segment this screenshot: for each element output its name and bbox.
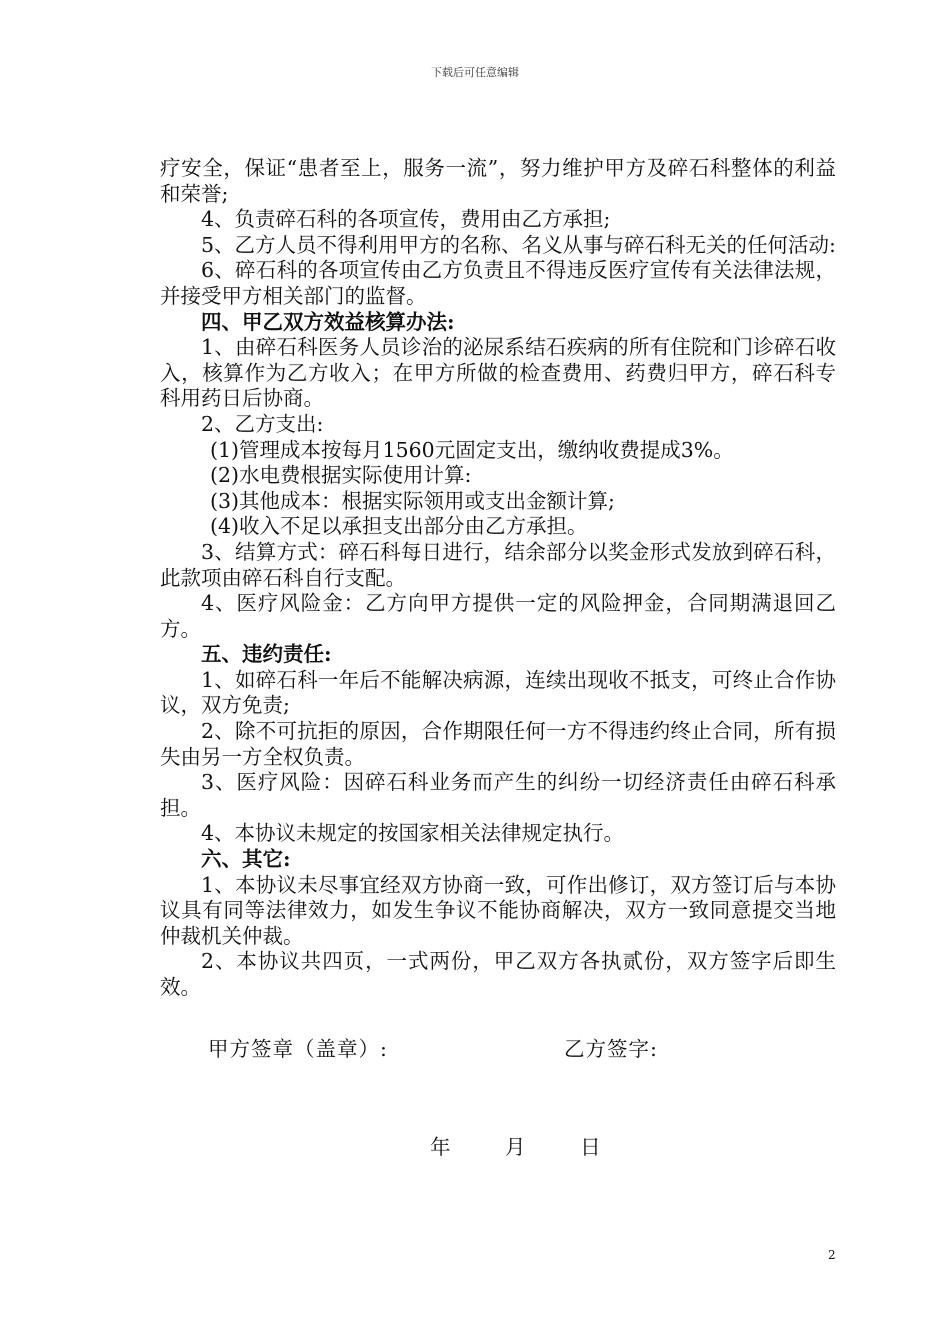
clause-4-2: 2、乙方支出: xyxy=(201,411,324,436)
party-a-signature-label: 甲方签章（盖章）: xyxy=(208,1037,388,1061)
paragraph-continuation: 疗安全，保证“患者至上，服务一流”，努力维护甲方及碎石科整体的利益和荣誉; xyxy=(160,156,836,206)
clause-6-2: 2、本协议共四页，一式两份，甲乙双方各执贰份，双方签字后即生效。 xyxy=(160,949,836,999)
date-day-label: 日 xyxy=(580,1135,601,1159)
document-body xyxy=(160,156,836,1001)
clause-5-4: 4、本协议未规定的按国家相关法律规定执行。 xyxy=(201,821,625,846)
clause-5-1: 1、如碎石科一年后不能解决病源，连续出现收不抵支，可终止合作协议，双方免责; xyxy=(160,667,836,718)
clause-4-2-item-1: (1)管理成本按每月1560元固定支出，缴纳收费提成3%。 xyxy=(210,437,734,462)
clause-5-2: 2、除不可抗拒的原因，合作期限任何一方不得违约终止合同，所有损失由另一方全权负责。 xyxy=(160,719,836,769)
clause-4-4: 4、医疗风险金：乙方向甲方提供一定的风险押金，合同期满退回乙方。 xyxy=(160,591,836,641)
clause-3-4: 4、负责碎石科的各项宣传，费用由乙方承担; xyxy=(201,207,611,232)
clause-4-2-item-4: (4)收入不足以承担支出部分由乙方承担。 xyxy=(210,514,588,539)
date-month-label: 月 xyxy=(505,1135,526,1159)
date-line xyxy=(430,1130,649,1160)
clause-4-2-item-3: (3)其他成本：根据实际领用或支出金额计算; xyxy=(210,488,615,513)
clause-3-5: 5、乙方人员不得利用甲方的名称、名义从事与碎石科无关的任何活动: xyxy=(201,232,836,257)
clause-3-6: 6、碎石科的各项宣传由乙方负责且不得违反医疗宣传有关法律法规，并接受甲方相关部门的监督。 xyxy=(160,258,836,308)
clause-5-3: 3、医疗风险：因碎石科业务而产生的纠纷一切经济责任由碎石科承担。 xyxy=(160,770,836,820)
party-b-signature-label: 乙方签字: xyxy=(564,1037,658,1061)
clause-4-1: 1、由碎石科医务人员诊治的泌尿系结石疾病的所有住院和门诊碎石收入，核算作为乙方收入；在甲方所做的检查费用、药费归甲方，碎石科专科用药日后协商。 xyxy=(160,335,836,411)
clause-6-1: 1、本协议未尽事宜经双方协商一致，可作出修订，双方签订后与本协议具有同等法律效力，如发生争议不能协商解决，双方一致同意提交当地仲裁机关仲裁。 xyxy=(160,872,836,948)
clause-4-2-item-2: (2)水电费根据实际使用计算: xyxy=(210,463,472,488)
date-year-label: 年 xyxy=(430,1135,451,1159)
section-heading-4: 四、甲乙双方效益核算办法: xyxy=(201,309,455,334)
clause-4-3: 3、结算方式：碎石科每日进行，结余部分以奖金形式发放到碎石科，此款项由碎石科自行支配。 xyxy=(160,539,836,590)
page-header-note: 下载后可任意编辑 xyxy=(431,66,519,79)
section-heading-6: 六、其它: xyxy=(201,847,291,872)
section-heading-5: 五、违约责任: xyxy=(201,642,332,667)
page-number: 2 xyxy=(828,1248,836,1262)
